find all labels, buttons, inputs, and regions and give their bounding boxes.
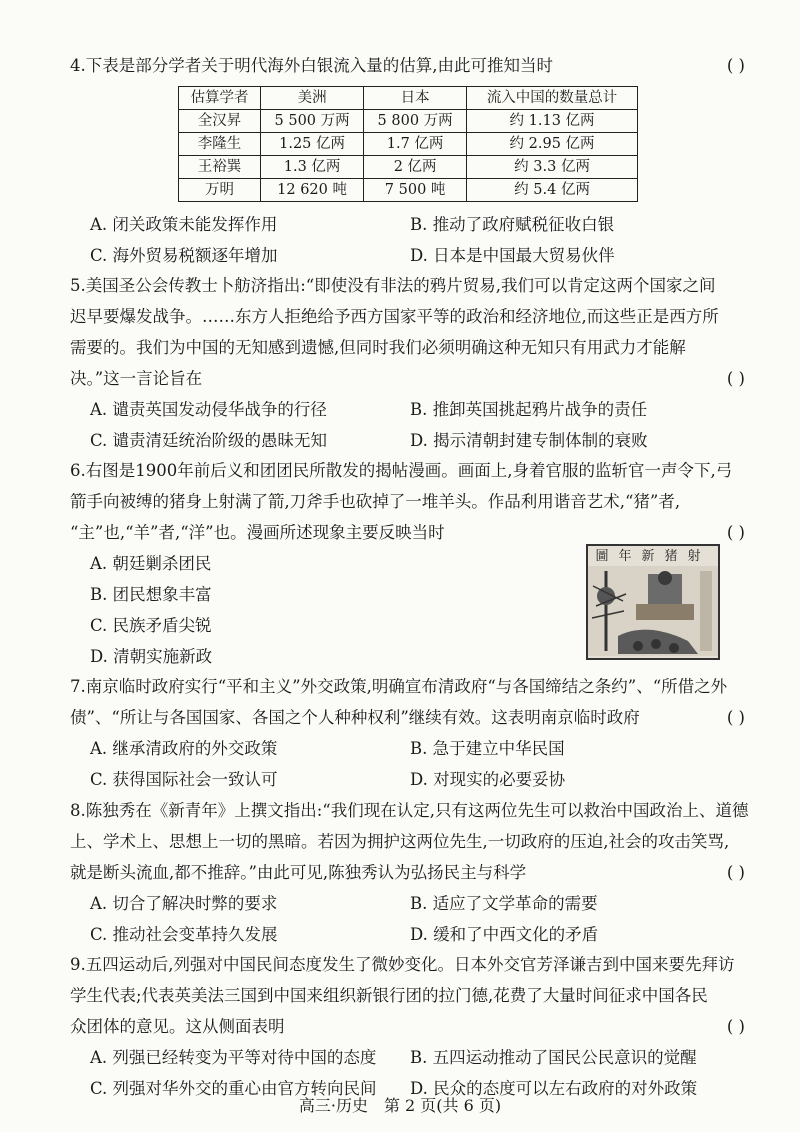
q6-stem-line: 6.右图是1900年前后义和团团民所散发的揭帖漫画。画面上,身着官服的监斩官一声令下,弓 (70, 461, 733, 480)
question-9 (70, 949, 745, 1104)
q5-stem-line-last (70, 363, 745, 394)
q5-stem-tail: 决。”这一言论旨在 (70, 369, 203, 388)
table-cell: 万明 (179, 179, 261, 202)
table-header-cell: 流入中国的数量总计 (467, 87, 638, 110)
q6-option-d[interactable]: D. 清朝实施新政 (90, 647, 213, 666)
table-header-cell: 日本 (364, 87, 467, 110)
q4-option-b[interactable]: B. 推动了政府赋税征收白银 (410, 215, 615, 234)
q5-stem-line: 迟早要爆发战争。……东方人拒绝给予西方国家平等的政治和经济地位,而这些正是西方所 (70, 307, 719, 326)
q4-option-d[interactable]: D. 日本是中国最大贸易伙伴 (410, 246, 615, 265)
q5-option-a[interactable]: A. 谴责英国发动侵华战争的行径 (90, 400, 327, 419)
cartoon-illustration-icon (588, 566, 718, 656)
q9-option-b[interactable]: B. 五四运动推动了国民公民意识的觉醒 (410, 1048, 697, 1067)
q5-option-b[interactable]: B. 推卸英国挑起鸦片战争的责任 (410, 400, 648, 419)
q6-answer-paren: ( ) (726, 523, 745, 542)
q9-stem-line-last (70, 1011, 745, 1042)
table-cell: 1.7 亿两 (364, 133, 467, 156)
table-header-cell: 美洲 (261, 87, 364, 110)
q4-stem-line (70, 50, 745, 81)
question-8 (70, 795, 749, 950)
q7-answer-paren: ( ) (726, 708, 745, 727)
question-4 (70, 50, 745, 81)
table-cell: 约 5.4 亿两 (467, 179, 638, 202)
table-header-row (179, 87, 638, 110)
q4-option-c[interactable]: C. 海外贸易税额逐年增加 (90, 246, 278, 265)
q8-option-d[interactable]: D. 缓和了中西文化的矛盾 (410, 925, 599, 944)
q6-stem-tail: “主”也,“羊”者,“洋”也。漫画所述现象主要反映当时 (70, 523, 445, 542)
q7-option-c[interactable]: C. 获得国际社会一致认可 (90, 770, 278, 789)
q9-option-d[interactable]: D. 民众的态度可以左右政府的对外政策 (410, 1079, 698, 1098)
table-cell: 1.3 亿两 (261, 156, 364, 179)
table-cell: 5 800 万两 (364, 110, 467, 133)
q8-stem-tail: 就是断头流血,都不推辞。”由此可见,陈独秀认为弘扬民主与科学 (70, 863, 527, 882)
q9-stem-line: 学生代表;代表英美法三国到中国来组织新银行团的拉门德,花费了大量时间征求中国各民 (70, 986, 708, 1005)
cartoon-title: 圖年新猪射 (588, 548, 718, 567)
q7-option-a[interactable]: A. 继承清政府的外交政策 (90, 739, 278, 758)
q9-stem-tail: 众团体的意见。这从侧面表明 (70, 1017, 285, 1036)
q5-option-d[interactable]: D. 揭示清朝封建专制体制的衰败 (410, 431, 648, 450)
table-header-cell: 估算学者 (179, 87, 261, 110)
question-7 (70, 671, 745, 795)
table-cell: 1.25 亿两 (261, 133, 364, 156)
q8-answer-paren: ( ) (726, 863, 745, 882)
q4-stem: 4.下表是部分学者关于明代海外白银流入量的估算,由此可推知当时 (70, 56, 553, 75)
boxer-cartoon-image (586, 544, 720, 660)
q7-option-d[interactable]: D. 对现实的必要妥协 (410, 770, 566, 789)
silver-inflow-table (178, 86, 638, 202)
table-cell: 王裕巽 (179, 156, 261, 179)
table-cell: 12 620 吨 (261, 179, 364, 202)
q7-option-b[interactable]: B. 急于建立中华民国 (410, 739, 565, 758)
q5-option-c[interactable]: C. 谴责清廷统治阶级的愚昧无知 (90, 431, 328, 450)
q5-stem-line: 5.美国圣公会传教士卜舫济指出:“即使没有非法的鸦片贸易,我们可以肯定这两个国家之间 (70, 276, 716, 295)
q7-stem-line-last (70, 702, 745, 733)
q8-option-b[interactable]: B. 适应了文学革命的需要 (410, 894, 598, 913)
table-cell: 约 1.13 亿两 (467, 110, 638, 133)
table-cell: 全汉昇 (179, 110, 261, 133)
table-cell: 7 500 吨 (364, 179, 467, 202)
table-cell: 2 亿两 (364, 156, 467, 179)
table-cell: 约 2.95 亿两 (467, 133, 638, 156)
q8-stem-line: 8.陈独秀在《新青年》上撰文指出:“我们现在认定,只有这两位先生可以救治中国政治上、道德 (70, 801, 749, 820)
table-row (179, 133, 638, 156)
q8-option-c[interactable]: C. 推动社会变革持久发展 (90, 925, 278, 944)
q9-answer-paren: ( ) (726, 1017, 745, 1036)
q6-stem-line: 箭手向被缚的猪身上射满了箭,刀斧手也砍掉了一堆羊头。作品利用谐音艺术,“猪”者, (70, 492, 681, 511)
q8-option-a[interactable]: A. 切合了解决时弊的要求 (90, 894, 278, 913)
q4-option-a[interactable]: A. 闭关政策未能发挥作用 (90, 215, 278, 234)
q7-stem-tail: 债”、“所让与各国国家、各国之个人种种权利”继续有效。这表明南京临时政府 (70, 708, 640, 727)
table-row (179, 156, 638, 179)
q9-option-c[interactable]: C. 列强对华外交的重心由官方转向民间 (90, 1079, 377, 1098)
q4-options (70, 209, 745, 271)
q8-stem-line-last (70, 857, 745, 888)
table-cell: 5 500 万两 (261, 110, 364, 133)
table-row (179, 179, 638, 202)
table-row (179, 110, 638, 133)
page-footer: 高三·历史 第 2 页(共 6 页) (298, 1096, 502, 1115)
table-cell: 李隆生 (179, 133, 261, 156)
q8-stem-line: 上、学术上、思想上一切的黑暗。若因为拥护这两位先生,一切政府的压迫,社会的攻击笑骂, (70, 832, 730, 851)
q5-answer-paren: ( ) (726, 369, 745, 388)
q9-stem-line: 9.五四运动后,列强对中国民间态度发生了微妙变化。日本外交官芳泽谦吉到中国来要先拜访 (70, 955, 735, 974)
q7-stem-line: 7.南京临时政府实行“平和主义”外交政策,明确宣布清政府“与各国缔结之条约”、“所借之外 (70, 677, 728, 696)
question-5 (70, 270, 745, 456)
q4-answer-paren: ( ) (726, 56, 745, 75)
q9-option-a[interactable]: A. 列强已经转变为平等对待中国的态度 (90, 1048, 377, 1067)
q5-stem-line: 需要的。我们为中国的无知感到遗憾,但同时我们必须明确这种无知只有用武力才能解 (70, 338, 686, 357)
q6-option-c[interactable]: C. 民族矛盾尖锐 (90, 616, 212, 635)
q6-option-a[interactable]: A. 朝廷剿杀团民 (90, 554, 212, 573)
q6-option-b[interactable]: B. 团民想象丰富 (90, 585, 212, 604)
table-cell: 约 3.3 亿两 (467, 156, 638, 179)
